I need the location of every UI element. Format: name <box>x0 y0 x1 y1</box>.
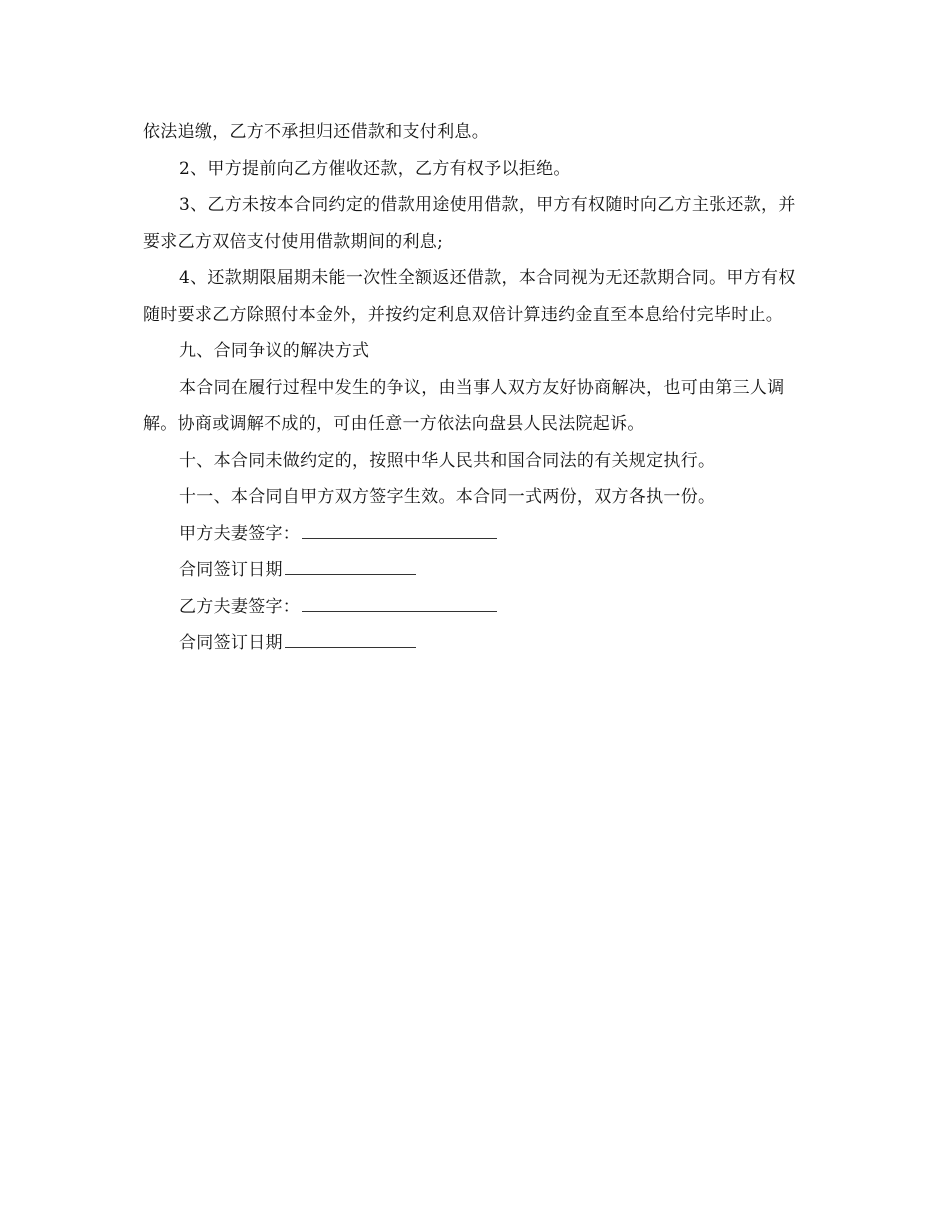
section-11: 十一、本合同自甲方双方签字生效。本合同一式两份，双方各执一份。 <box>179 487 716 507</box>
party-b-date-line <box>285 629 416 648</box>
document-body <box>143 114 803 662</box>
section-9-heading: 九、合同争议的解决方式 <box>179 341 370 361</box>
party-a-date-line <box>285 556 416 575</box>
party-a-date-label: 合同签订日期 <box>179 560 283 580</box>
paragraph-continuation: 依法追缴，乙方不承担归还借款和支付利息。 <box>143 122 489 142</box>
party-b-signature-line <box>302 593 497 612</box>
clause-2: 2、甲方提前向乙方催收还款，乙方有权予以拒绝。 <box>179 158 571 179</box>
clause-4: 4、还款期限届期未能一次性全额返还借款，本合同视为无还款期合同。甲方有权随时要求乙方除照付本金外，并按约定利息双倍计算违约金直至本息给付完毕时止。 <box>143 268 796 325</box>
party-b-signature-row <box>143 589 803 626</box>
section-9-body: 本合同在履行过程中发生的争议，由当事人双方友好协商解决，也可由第三人调解。协商或调解不成的，可由任意一方依法向盘县人民法院起诉。 <box>143 377 785 434</box>
party-b-date-row <box>143 625 803 662</box>
section-10: 十、本合同未做约定的，按照中华人民共和国合同法的有关规定执行。 <box>179 450 716 471</box>
party-a-signature-label: 甲方夫妻签字： <box>179 523 301 544</box>
party-a-signature-row <box>143 516 803 553</box>
party-b-date-label: 合同签订日期 <box>179 633 283 653</box>
party-a-signature-line <box>302 520 497 539</box>
party-a-date-row <box>143 552 803 589</box>
party-b-signature-label: 乙方夫妻签字： <box>179 596 301 617</box>
clause-3: 3、乙方未按本合同约定的借款用途使用借款，甲方有权随时向乙方主张还款，并要求乙方双倍支付使用借款期间的利息; <box>143 195 796 252</box>
